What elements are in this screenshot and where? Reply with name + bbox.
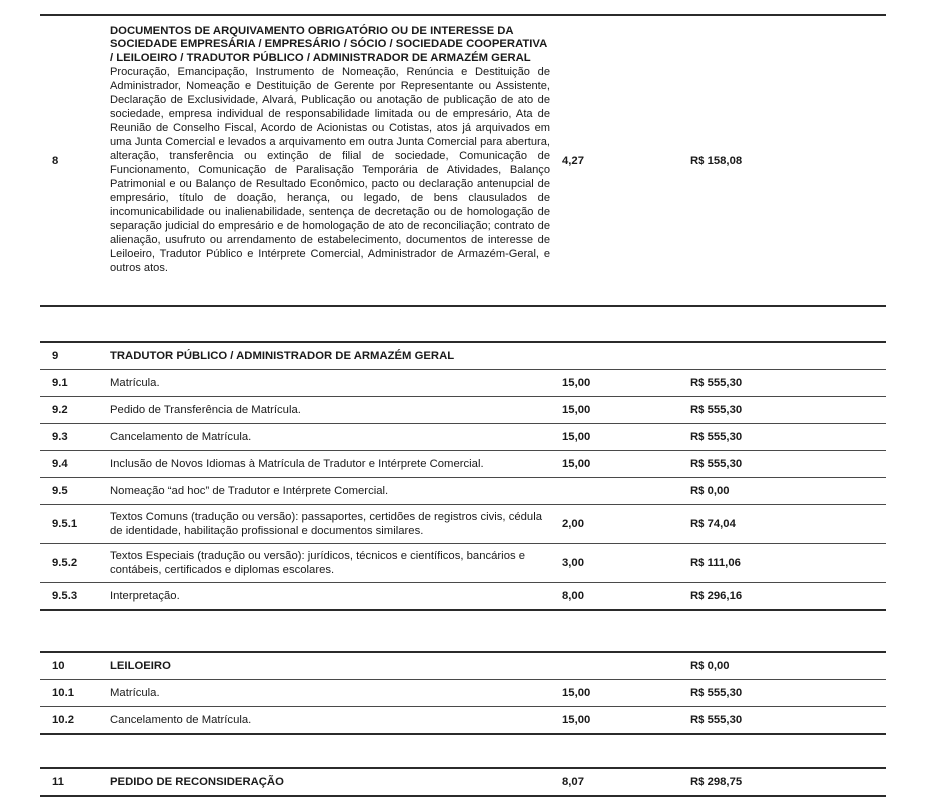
item-quantity	[562, 652, 690, 680]
item-quantity: 15,00	[562, 370, 690, 397]
item-quantity: 15,00	[562, 680, 690, 707]
table-row	[40, 680, 886, 707]
item-description: Cancelamento de Matrícula.	[110, 707, 562, 735]
item-description	[110, 15, 562, 306]
table-row	[40, 505, 886, 544]
item-code: 9.5	[40, 478, 110, 505]
item-body: Procuração, Emancipação, Instrumento de Nomeação, Renúncia e Destituição de Administrador, Nomeação e Destituição de Gerente por Representante ou Assistente, Declaração de Exclusividade, Alvará, Publicação ou anotação de publicação de ato de sociedade, empresa individual de responsabilidade limitada ou de empresário, Ata de Reunião de Conselho Fiscal, Acordo de Acionistas ou Cotistas, atos já arquivados em uma Junta Comercial e levados a arquivamento em outra Junta Comercial para abertura, alteração, transferência ou extinção de filial de sociedade, Comunicação de Funcionamento, Comunicação de Paralisação Temporária de Atividades, Balanço Patrimonial e ou Balanço de Resultado Econômico, pacto ou declaração antenupcial de empresário, título de doação, herança, ou legado, de bens clausulados de incomunicabilidade ou inalienabilidade, sentença de decretação ou de homologação de separação judicial do empresário e de homologação de ato de reconciliação; contrato de alienação, usufruto ou arrendamento de estabelecimento, documentos de interesse de Leiloeiro, Tradutor Público e Intérprete Comercial, Administrador de Armazém-Geral, e outros atos.	[110, 65, 550, 274]
item-quantity: 15,00	[562, 451, 690, 478]
item-description: Textos Comuns (tradução ou versão): passaportes, certidões de registros civis, cédula de identidade, habilitação profissional e documentos similares.	[110, 505, 562, 544]
item-description: Nomeação “ad hoc” de Tradutor e Intérprete Comercial.	[110, 478, 562, 505]
item-value: R$ 298,75	[690, 776, 743, 788]
item-description: Cancelamento de Matrícula.	[110, 424, 562, 451]
section-10-table	[40, 651, 886, 735]
item-code: 10.2	[40, 707, 110, 735]
item-code: 9	[52, 350, 59, 362]
item-value: R$ 0,00	[690, 660, 730, 672]
item-value	[690, 342, 886, 370]
item-code: 9.2	[40, 397, 110, 424]
table-row	[40, 397, 886, 424]
section-header-row	[40, 342, 886, 370]
item-code: 9.1	[40, 370, 110, 397]
item-code: 11	[52, 776, 64, 788]
item-description: Textos Especiais (tradução ou versão): jurídicos, técnicos e científicos, bancários e contábeis, certificados e diplomas escolares.	[110, 544, 562, 583]
item-value: R$ 74,04	[690, 505, 886, 544]
item-value: R$ 111,06	[690, 544, 886, 583]
section-9-table	[40, 341, 886, 611]
item-description: Pedido de Transferência de Matrícula.	[110, 397, 562, 424]
item-description: LEILOEIRO	[110, 660, 171, 672]
item-value: R$ 555,30	[690, 424, 886, 451]
table-row	[40, 15, 886, 306]
item-quantity	[562, 478, 690, 505]
item-description: Interpretação.	[110, 583, 562, 611]
table-row	[40, 478, 886, 505]
item-value: R$ 555,30	[690, 680, 886, 707]
item-quantity: 4,27	[562, 154, 584, 167]
item-value: R$ 555,30	[690, 707, 886, 735]
item-value: R$ 555,30	[690, 397, 886, 424]
item-code: 10.1	[40, 680, 110, 707]
item-code: 10	[52, 660, 65, 672]
item-quantity	[562, 342, 690, 370]
item-quantity: 15,00	[562, 424, 690, 451]
item-code: 9.5.3	[40, 583, 110, 611]
item-value: R$ 555,30	[690, 451, 886, 478]
item-code: 9.4	[40, 451, 110, 478]
item-code: 9.3	[40, 424, 110, 451]
item-code: 9.5.1	[40, 505, 110, 544]
section-header-row	[40, 768, 886, 796]
table-row	[40, 583, 886, 611]
table-row	[40, 424, 886, 451]
item-description: Matrícula.	[110, 370, 562, 397]
item-description: TRADUTOR PÚBLICO / ADMINISTRADOR DE ARMAZÉM GERAL	[110, 350, 455, 362]
table-row	[40, 707, 886, 735]
item-value: R$ 0,00	[690, 478, 886, 505]
item-code: 8	[52, 154, 59, 167]
item-description: PEDIDO DE RECONSIDERAÇÃO	[110, 776, 284, 788]
item-code: 9.5.2	[40, 544, 110, 583]
table-row	[40, 544, 886, 583]
item-value: R$ 158,08	[690, 154, 743, 167]
item-quantity: 15,00	[562, 397, 690, 424]
section-header-row	[40, 652, 886, 680]
item-value: R$ 296,16	[690, 583, 886, 611]
item-description: Inclusão de Novos Idiomas à Matrícula de Tradutor e Intérprete Comercial.	[110, 451, 562, 478]
item-quantity: 3,00	[562, 544, 690, 583]
item-description: Matrícula.	[110, 680, 562, 707]
item-title: DOCUMENTOS DE ARQUIVAMENTO OBRIGATÓRIO OU DE INTERESSE DA SOCIEDADE EMPRESÁRIA / EMPRESÁRIO / SÓCIO / SOCIEDADE COOPERATIVA / LEILOEIRO / TRADUTOR PÚBLICO / ADMINISTRADOR DE ARMAZÉM GERAL	[110, 25, 547, 64]
table-row	[40, 451, 886, 478]
item-quantity: 8,07	[562, 776, 584, 788]
item-value: R$ 555,30	[690, 370, 886, 397]
section-11-table	[40, 767, 886, 797]
table-row	[40, 370, 886, 397]
section-8-table	[40, 14, 886, 307]
item-quantity: 8,00	[562, 583, 690, 611]
item-quantity: 2,00	[562, 505, 690, 544]
item-quantity: 15,00	[562, 707, 690, 735]
